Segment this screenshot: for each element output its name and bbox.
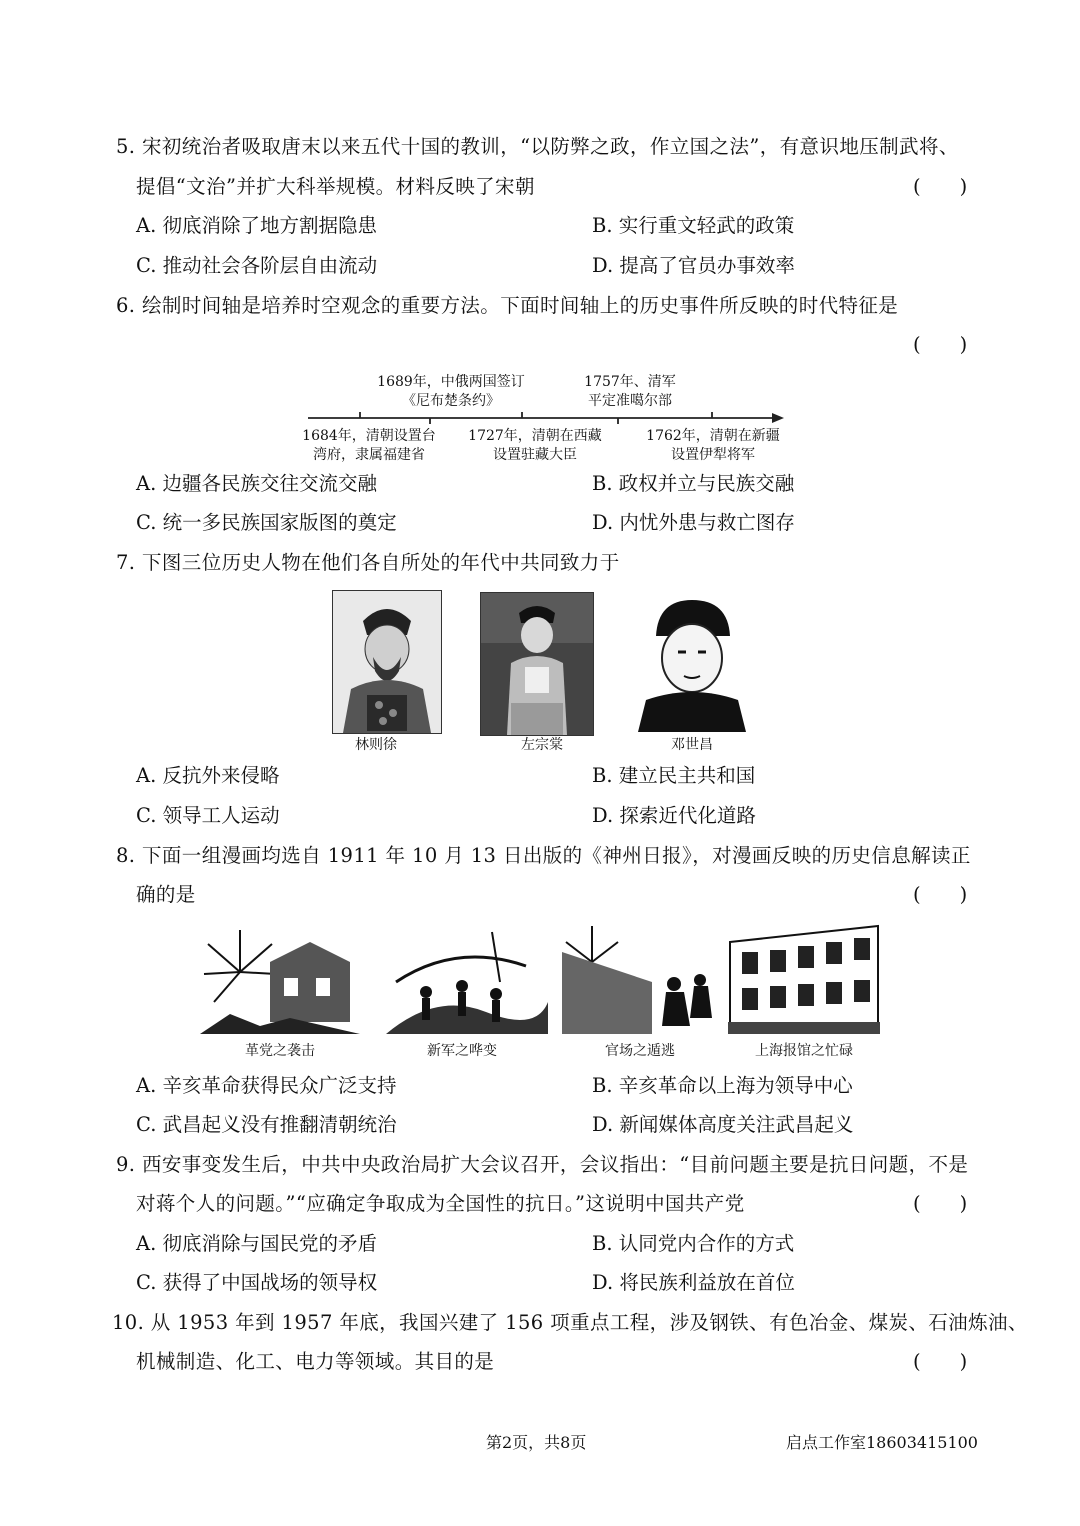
- q7-option-a: A. 反抗外来侵略: [136, 764, 280, 787]
- q9-stem-line2: 对蒋个人的问题。”“应确定争取成为全国性的抗日。”这说明中国共产党: [136, 1192, 745, 1215]
- caption-deng-shichang: 邓世昌: [671, 737, 713, 753]
- timeline-label: 《尼布楚条约》: [402, 393, 500, 409]
- q10-stem-line2: 机械制造、化工、电力等领域。其目的是: [136, 1350, 495, 1373]
- caption-lin-zexu: 林则徐: [355, 737, 397, 753]
- cartoon-new-army-mutiny: [376, 922, 548, 1034]
- timeline-event-1757: [582, 373, 678, 411]
- portrait-lin-zexu: [332, 590, 442, 734]
- q7-option-c: C. 领导工人运动: [136, 804, 280, 827]
- timeline-label: 湾府，隶属福建省: [313, 447, 425, 463]
- q7-option-b: B. 建立民主共和国: [592, 764, 756, 787]
- q10-stem-line1: 10. 从 1953 年到 1957 年底，我国兴建了 156 项重点工程，涉及钢铁、有色冶金、煤炭、石油炼油、: [112, 1311, 1028, 1334]
- timeline-label: 平定准噶尔部: [588, 393, 672, 409]
- q9-option-b: B. 认同党内合作的方式: [592, 1232, 795, 1255]
- q5-answer-paren: ( ): [913, 175, 968, 198]
- caption-zuo-zongtang: 左宗棠: [521, 737, 563, 753]
- q6-answer-paren: ( ): [913, 333, 968, 356]
- q8-option-b: B. 辛亥革命以上海为领导中心: [592, 1074, 853, 1097]
- q6-option-d: D. 内忧外患与救亡图存: [592, 511, 795, 534]
- timeline-event-1762: [638, 427, 788, 465]
- timeline-event-1689: [372, 373, 530, 411]
- timeline-event-1684: [294, 427, 444, 465]
- q6-stem-line1: 6. 绘制时间轴是培养时空观念的重要方法。下面时间轴上的历史事件所反映的时代特征是: [116, 294, 899, 317]
- q5-option-a: A. 彻底消除了地方割据隐患: [136, 214, 377, 237]
- q8-stem-line2: 确的是: [136, 883, 196, 906]
- portrait-zuo-zongtang: [480, 592, 594, 736]
- q7-option-d: D. 探索近代化道路: [592, 804, 756, 827]
- timeline-label: 1684年，清朝设置台: [302, 428, 436, 444]
- q5-option-d: D. 提高了官员办事效率: [592, 254, 795, 277]
- q9-option-c: C. 获得了中国战场的领导权: [136, 1271, 378, 1294]
- q6-option-a: A. 边疆各民族交往交流交融: [136, 472, 377, 495]
- q8-answer-paren: ( ): [913, 883, 968, 906]
- q7-stem-line1: 7. 下图三位历史人物在他们各自所处的年代中共同致力于: [116, 551, 620, 574]
- caption-cartoon-1: 革党之袭击: [245, 1043, 315, 1059]
- q9-option-a: A. 彻底消除与国民党的矛盾: [136, 1232, 377, 1255]
- q6-option-b: B. 政权并立与民族交融: [592, 472, 795, 495]
- q8-option-a: A. 辛亥革命获得民众广泛支持: [136, 1074, 397, 1097]
- q8-option-c: C. 武昌起义没有推翻清朝统治: [136, 1113, 397, 1136]
- q9-answer-paren: ( ): [913, 1192, 968, 1215]
- timeline-label: 设置驻藏大臣: [493, 447, 577, 463]
- portrait-deng-shichang: [634, 596, 750, 732]
- timeline-event-1727: [460, 427, 610, 465]
- q8-option-d: D. 新闻媒体高度关注武昌起义: [592, 1113, 854, 1136]
- cartoon-revolutionary-attack: [200, 922, 360, 1034]
- cartoon-shanghai-newspaper-busy: [728, 922, 880, 1034]
- q8-stem-line1: 8. 下面一组漫画均选自 1911 年 10 月 13 日出版的《神州日报》，对漫画反映的历史信息解读正: [116, 844, 971, 867]
- timeline-label: 1689年，中俄两国签订: [377, 374, 525, 390]
- caption-cartoon-2: 新军之哗变: [427, 1043, 497, 1059]
- q10-answer-paren: ( ): [913, 1350, 968, 1373]
- q5-stem-line1: 5. 宋初统治者吸取唐末以来五代十国的教训，“以防弊之政，作立国之法”，有意识地压制武将、: [116, 135, 959, 158]
- q5-stem-line2: 提倡“文治”并扩大科举规模。材料反映了宋朝: [136, 175, 535, 198]
- timeline-label: 1727年，清朝在西藏: [468, 428, 602, 444]
- caption-cartoon-4: 上海报馆之忙碌: [755, 1043, 853, 1059]
- q9-option-d: D. 将民族利益放在首位: [592, 1271, 795, 1294]
- cartoon-officials-flee: [562, 922, 718, 1034]
- page-number: 第2页，共8页: [486, 1433, 587, 1452]
- q5-option-b: B. 实行重文轻武的政策: [592, 214, 795, 237]
- caption-cartoon-3: 官场之遁逃: [605, 1043, 675, 1059]
- timeline-label: 1762年，清朝在新疆: [646, 428, 780, 444]
- q6-option-c: C. 统一多民族国家版图的奠定: [136, 511, 397, 534]
- q9-stem-line1: 9. 西安事变发生后，中共中央政治局扩大会议召开，会议指出：“目前问题主要是抗日问题，不是: [116, 1153, 969, 1176]
- timeline-label: 1757年、清军: [584, 374, 676, 390]
- studio-watermark: 启点工作室18603415100: [786, 1433, 978, 1452]
- q5-option-c: C. 推动社会各阶层自由流动: [136, 254, 378, 277]
- timeline-axis: [300, 410, 790, 426]
- timeline-label: 设置伊犁将军: [671, 447, 755, 463]
